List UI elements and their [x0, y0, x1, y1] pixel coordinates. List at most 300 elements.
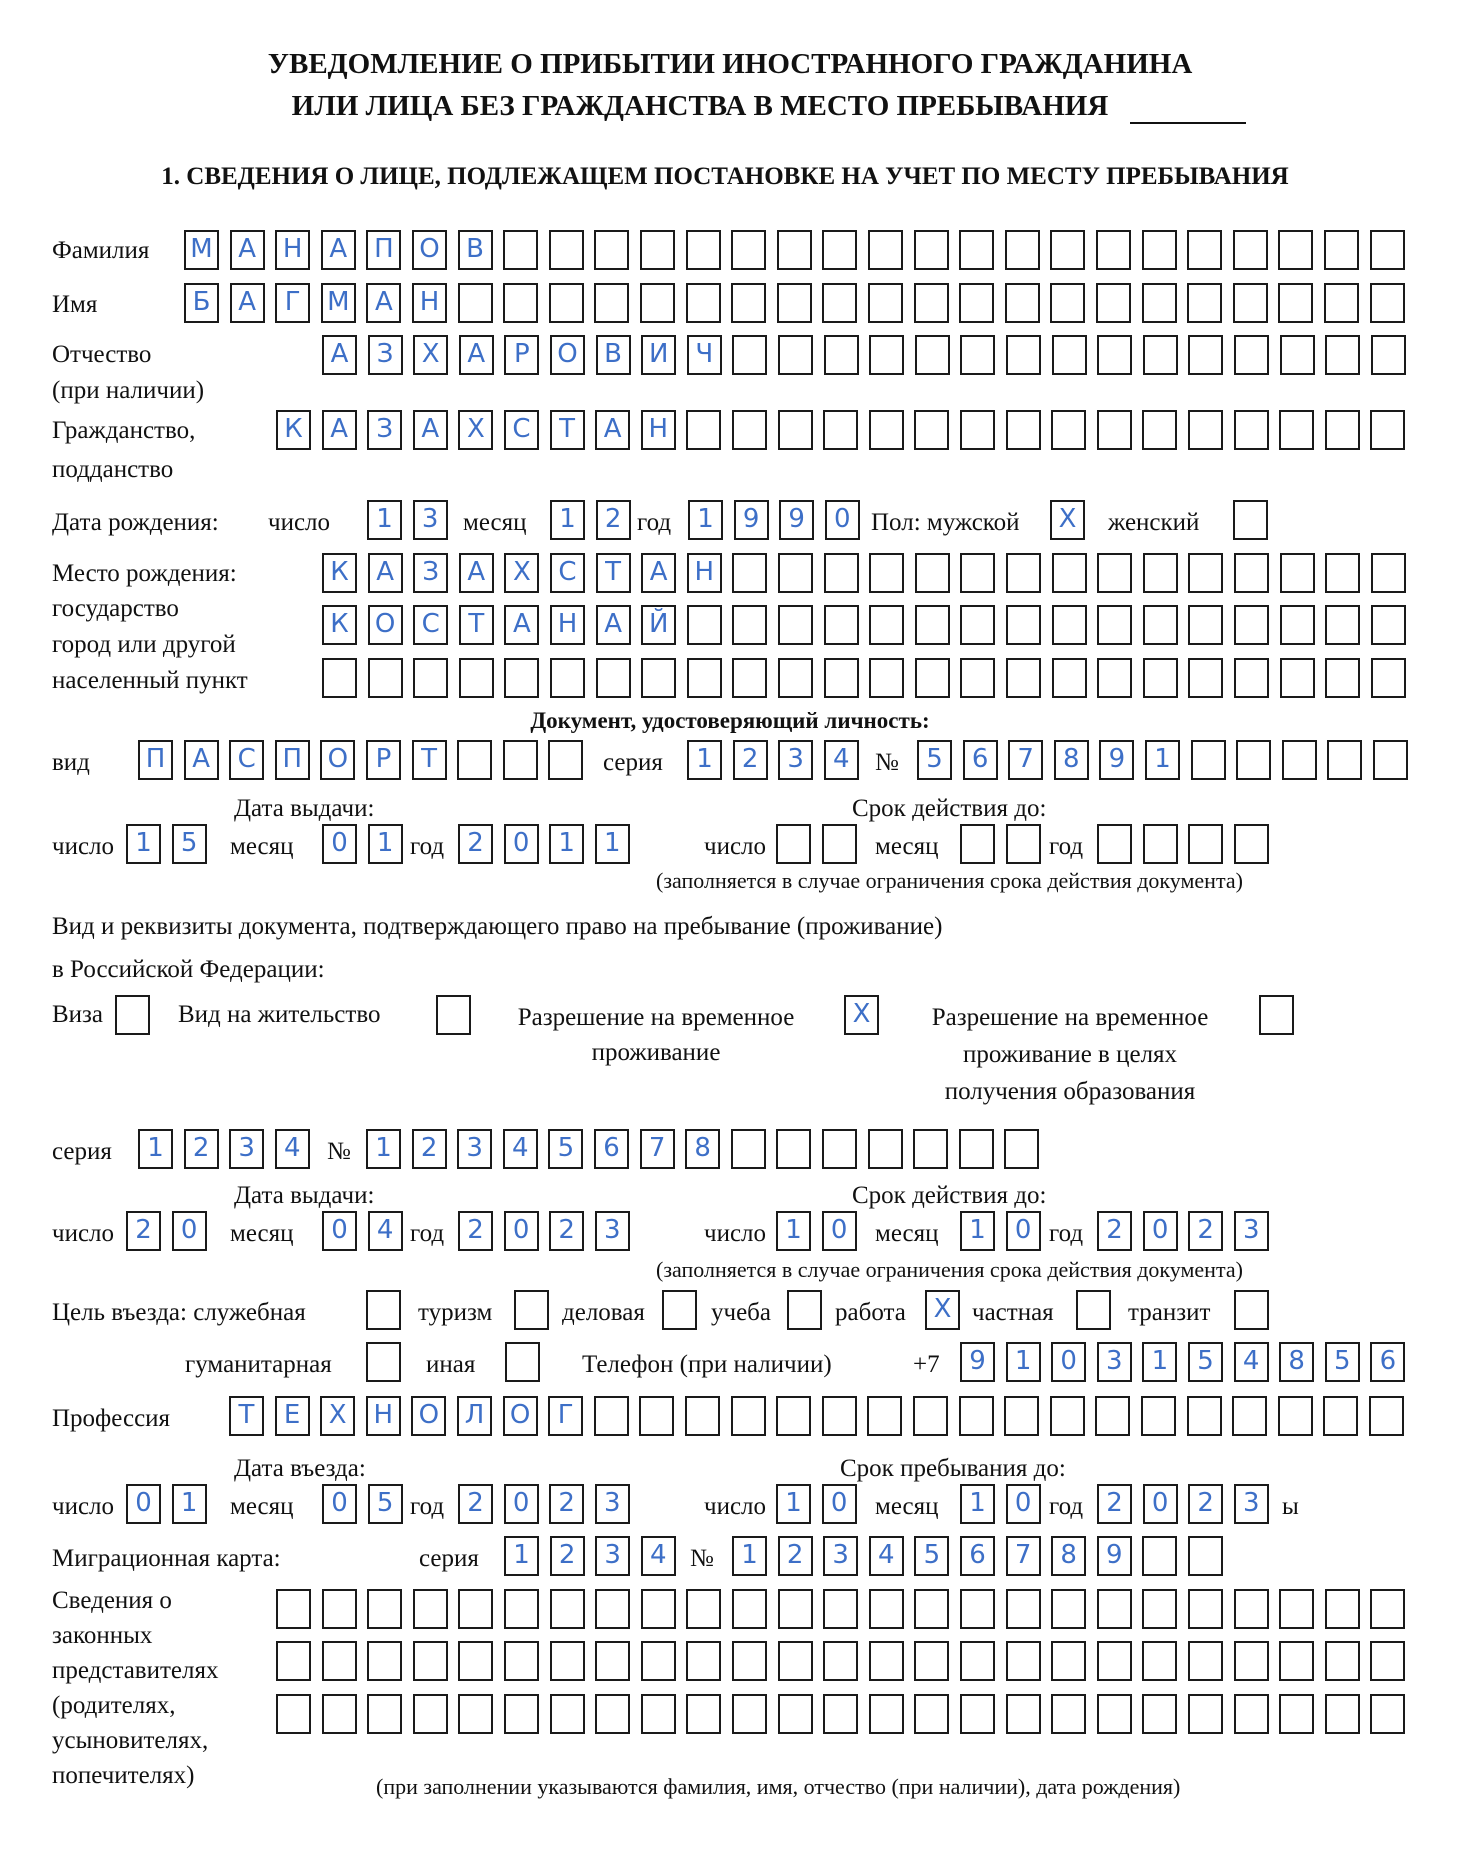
label-phone-prefix: +7: [913, 1351, 940, 1378]
label-visa: Виза: [52, 1001, 104, 1028]
char-cell: [1097, 1589, 1132, 1629]
label-purpose-private: частная: [972, 1299, 1054, 1326]
char-cell: [868, 230, 903, 270]
char-cell: [1236, 740, 1271, 780]
char-cell: 9: [779, 500, 814, 540]
form-title-line2: ИЛИ ЛИЦА БЕЗ ГРАЖДАНСТВА В МЕСТО ПРЕБЫВАНИЯ: [291, 90, 1109, 122]
char-cell: 5: [548, 1129, 583, 1169]
field-birth-state[interactable]: [322, 553, 1406, 593]
label-temp-edu-1: Разрешение на временное: [931, 1004, 1209, 1031]
form-title-line1: УВЕДОМЛЕНИЕ О ПРИБЫТИИ ИНОСТРАННОГО ГРАЖДАНИНА: [267, 48, 1193, 80]
char-cell: [1325, 1589, 1360, 1629]
char-cell: [1052, 553, 1087, 593]
char-cell: [1371, 605, 1406, 645]
char-cell: [1324, 283, 1359, 323]
char-cell: 0: [1143, 1211, 1178, 1251]
field-doc-valid-day[interactable]: [776, 824, 857, 864]
char-cell: 4: [503, 1129, 538, 1169]
char-cell: [1325, 553, 1360, 593]
checkbox-purpose-work[interactable]: [925, 1290, 960, 1330]
char-cell: [1006, 658, 1041, 698]
char-cell: [1188, 605, 1223, 645]
char-cell: П: [366, 230, 401, 270]
char-cell: [914, 410, 949, 450]
char-cell: [1278, 1396, 1313, 1436]
char-cell: Т: [550, 410, 585, 450]
char-cell: X: [925, 1290, 960, 1330]
char-cell: [1278, 230, 1313, 270]
field-entry-month[interactable]: [322, 1484, 403, 1524]
char-cell: Л: [457, 1396, 492, 1436]
char-cell: [594, 230, 629, 270]
char-cell: 0: [1006, 1211, 1041, 1251]
char-cell: [1097, 1694, 1132, 1734]
char-cell: [504, 1694, 539, 1734]
char-cell: З: [413, 553, 448, 593]
char-cell: [823, 1641, 858, 1681]
field-doc-valid-month[interactable]: [960, 824, 1041, 864]
char-cell: 7: [1006, 1536, 1041, 1576]
checkbox-purpose-other[interactable]: [505, 1342, 540, 1382]
char-cell: [550, 1641, 585, 1681]
char-cell: 2: [733, 740, 768, 780]
char-cell: Т: [412, 740, 447, 780]
label-stay-number: №: [327, 1138, 351, 1165]
char-cell: [548, 740, 583, 780]
char-cell: [731, 230, 766, 270]
field-legal-reps-2[interactable]: [276, 1641, 1405, 1681]
field-stay-until-year[interactable]: [1097, 1484, 1269, 1524]
char-cell: 1: [960, 1484, 995, 1524]
char-cell: [1234, 410, 1269, 450]
char-cell: [641, 1694, 676, 1734]
char-cell: [1005, 230, 1040, 270]
char-cell: 4: [869, 1536, 904, 1576]
char-cell: 2: [458, 824, 493, 864]
checkbox-purpose-private[interactable]: [1076, 1290, 1111, 1330]
checkbox-residence-permit[interactable]: [436, 995, 471, 1035]
char-cell: 1: [1006, 1342, 1041, 1382]
label-stay-doc-2: в Российской Федерации:: [52, 956, 325, 983]
char-cell: [1234, 1589, 1269, 1629]
char-cell: 0: [322, 1211, 357, 1251]
char-cell: П: [138, 740, 173, 780]
char-cell: [868, 1129, 903, 1169]
label-legal-reps-6: попечителях): [52, 1762, 195, 1789]
char-cell: [595, 1694, 630, 1734]
field-stay-issue-day[interactable]: [126, 1211, 207, 1251]
char-cell: 0: [822, 1484, 857, 1524]
char-cell: [1097, 335, 1132, 375]
checkbox-purpose-tourism[interactable]: [514, 1290, 549, 1330]
char-cell: [778, 335, 813, 375]
char-cell: 2: [778, 1536, 813, 1576]
checkbox-sex-female[interactable]: [1233, 500, 1268, 540]
label-purpose-humanitarian: гуманитарная: [185, 1351, 332, 1378]
label-doc-valid-year: год: [1049, 833, 1084, 860]
char-cell: [1142, 1641, 1177, 1681]
field-surname[interactable]: [184, 230, 1405, 270]
char-cell: 5: [1188, 1342, 1223, 1382]
field-stay-valid-month[interactable]: [960, 1211, 1041, 1251]
char-cell: 3: [1234, 1484, 1269, 1524]
char-cell: Н: [275, 230, 310, 270]
char-cell: 6: [1370, 1342, 1405, 1382]
label-stay-issue-month: месяц: [230, 1220, 294, 1247]
char-cell: [1188, 335, 1223, 375]
char-cell: 2: [1188, 1211, 1223, 1251]
char-cell: [732, 410, 767, 450]
char-cell: [115, 995, 150, 1035]
char-cell: [1234, 1290, 1269, 1330]
label-stay-suffix: ы: [1282, 1493, 1299, 1520]
char-cell: [1052, 335, 1087, 375]
char-cell: Р: [504, 335, 539, 375]
char-cell: С: [504, 410, 539, 450]
char-cell: [550, 1589, 585, 1629]
field-stay-issue-month[interactable]: [322, 1211, 403, 1251]
field-birth-city[interactable]: [322, 605, 1406, 645]
char-cell: [824, 658, 859, 698]
char-cell: [1371, 553, 1406, 593]
char-cell: [915, 605, 950, 645]
label-doc-valid-day: число: [704, 833, 767, 860]
char-cell: В: [458, 230, 493, 270]
char-cell: [1141, 1396, 1176, 1436]
char-cell: 5: [914, 1536, 949, 1576]
char-cell: [595, 1589, 630, 1629]
char-cell: [686, 410, 721, 450]
field-stay-series[interactable]: [138, 1129, 310, 1169]
char-cell: [822, 1129, 857, 1169]
field-stay-issue-year[interactable]: [458, 1211, 630, 1251]
char-cell: [366, 1342, 401, 1382]
char-cell: [413, 658, 448, 698]
char-cell: [822, 1396, 857, 1436]
field-doc-kind[interactable]: [138, 740, 583, 780]
char-cell: [1325, 1694, 1360, 1734]
char-cell: 3: [823, 1536, 858, 1576]
label-stay-until: Срок пребывания до:: [840, 1455, 1066, 1482]
char-cell: [1325, 410, 1360, 450]
field-legal-reps-3[interactable]: [276, 1694, 1405, 1734]
char-cell: [914, 1641, 949, 1681]
char-cell: [594, 1396, 629, 1436]
char-cell: [959, 1396, 994, 1436]
char-cell: Н: [550, 605, 585, 645]
field-mig-series[interactable]: [504, 1536, 676, 1576]
char-cell: 4: [641, 1536, 676, 1576]
label-birth-place: Место рождения:: [52, 560, 237, 587]
char-cell: 1: [776, 1211, 811, 1251]
label-doc-kind: вид: [52, 749, 90, 776]
char-cell: 4: [275, 1129, 310, 1169]
char-cell: [662, 1290, 697, 1330]
char-cell: [1234, 553, 1269, 593]
char-cell: К: [322, 605, 357, 645]
char-cell: [1233, 500, 1268, 540]
field-doc-issue-day[interactable]: [126, 824, 207, 864]
char-cell: 2: [550, 1536, 585, 1576]
char-cell: [731, 1396, 766, 1436]
field-birth-settlement[interactable]: [322, 658, 1406, 698]
char-cell: [596, 658, 631, 698]
field-profession[interactable]: [229, 1396, 1404, 1436]
field-birth-day[interactable]: [367, 500, 448, 540]
checkbox-purpose-transit[interactable]: [1234, 1290, 1269, 1330]
char-cell: [549, 283, 584, 323]
label-doc-valid-month: месяц: [875, 833, 939, 860]
checkbox-purpose-humanitarian[interactable]: [366, 1342, 401, 1382]
section-1-heading: 1. СВЕДЕНИЯ О ЛИЦЕ, ПОДЛЕЖАЩЕМ ПОСТАНОВКЕ НА УЧЕТ ПО МЕСТУ ПРЕБЫВАНИЯ: [161, 163, 1289, 190]
char-cell: [322, 658, 357, 698]
char-cell: [368, 658, 403, 698]
field-stay-number[interactable]: [366, 1129, 1039, 1169]
char-cell: [1097, 553, 1132, 593]
char-cell: [436, 995, 471, 1035]
char-cell: [641, 658, 676, 698]
checkbox-visa[interactable]: [115, 995, 150, 1035]
char-cell: [777, 283, 812, 323]
label-doc-issue-year: год: [410, 833, 445, 860]
field-stay-until-month[interactable]: [960, 1484, 1041, 1524]
field-stay-valid-day[interactable]: [776, 1211, 857, 1251]
char-cell: 0: [1143, 1484, 1178, 1524]
char-cell: [1051, 410, 1086, 450]
char-cell: [276, 1641, 311, 1681]
label-patronymic: Отчество: [52, 341, 152, 368]
char-cell: В: [596, 335, 631, 375]
char-cell: [1234, 824, 1269, 864]
char-cell: Х: [320, 1396, 355, 1436]
char-cell: Н: [366, 1396, 401, 1436]
char-cell: [1143, 824, 1178, 864]
field-stay-valid-year[interactable]: [1097, 1211, 1269, 1251]
field-stay-until-day[interactable]: [776, 1484, 857, 1524]
field-doc-number[interactable]: [917, 740, 1408, 780]
label-purpose: Цель въезда: служебная: [52, 1299, 306, 1326]
char-cell: 0: [825, 500, 860, 540]
char-cell: [1370, 230, 1405, 270]
char-cell: [1142, 410, 1177, 450]
field-patronymic[interactable]: [322, 335, 1406, 375]
label-doc-issue-day: число: [52, 833, 115, 860]
field-birth-year[interactable]: [688, 500, 860, 540]
label-stay-limit-note: (заполняется в случае ограничения срока действия документа): [656, 1257, 1243, 1282]
char-cell: 9: [960, 1342, 995, 1382]
char-cell: [640, 283, 675, 323]
char-cell: [1370, 1694, 1405, 1734]
char-cell: [823, 1589, 858, 1629]
char-cell: [1188, 1694, 1223, 1734]
char-cell: О: [320, 740, 355, 780]
char-cell: [776, 1396, 811, 1436]
char-cell: [1279, 410, 1314, 450]
char-cell: [685, 1396, 720, 1436]
char-cell: [778, 1694, 813, 1734]
char-cell: 1: [126, 824, 161, 864]
char-cell: [504, 1589, 539, 1629]
field-mig-number[interactable]: [732, 1536, 1223, 1576]
char-cell: [1325, 1641, 1360, 1681]
char-cell: X: [844, 995, 879, 1035]
char-cell: [732, 335, 767, 375]
char-cell: [686, 1641, 721, 1681]
label-mig-series: серия: [419, 1545, 479, 1572]
label-legal-reps-4: (родителях,: [52, 1692, 176, 1719]
label-birth-month: месяц: [463, 509, 527, 536]
char-cell: [1143, 658, 1178, 698]
char-cell: А: [184, 740, 219, 780]
char-cell: [1004, 1129, 1039, 1169]
char-cell: С: [413, 605, 448, 645]
char-cell: 1: [776, 1484, 811, 1524]
char-cell: [1187, 230, 1222, 270]
label-doc-number: №: [875, 749, 899, 776]
char-cell: А: [230, 283, 265, 323]
field-doc-issue-year[interactable]: [458, 824, 630, 864]
char-cell: [459, 658, 494, 698]
char-cell: А: [322, 335, 357, 375]
field-doc-valid-year[interactable]: [1097, 824, 1269, 864]
label-residence-permit: Вид на жительство: [178, 1001, 381, 1028]
char-cell: [960, 658, 995, 698]
char-cell: [960, 1589, 995, 1629]
label-citizenship-2: подданство: [52, 456, 174, 483]
char-cell: [822, 283, 857, 323]
char-cell: [1188, 1536, 1223, 1576]
char-cell: О: [411, 1396, 446, 1436]
char-cell: М: [184, 230, 219, 270]
char-cell: [914, 1694, 949, 1734]
char-cell: Н: [687, 553, 722, 593]
char-cell: [1051, 1694, 1086, 1734]
field-entry-day[interactable]: [126, 1484, 207, 1524]
char-cell: [960, 824, 995, 864]
char-cell: [1188, 824, 1223, 864]
char-cell: [1076, 1290, 1111, 1330]
char-cell: [1325, 605, 1360, 645]
char-cell: 2: [549, 1484, 584, 1524]
field-name[interactable]: [184, 283, 1405, 323]
label-stay-issue-year: год: [410, 1220, 445, 1247]
char-cell: [1096, 283, 1131, 323]
char-cell: [732, 1589, 767, 1629]
char-cell: [914, 283, 949, 323]
field-entry-year[interactable]: [458, 1484, 630, 1524]
char-cell: 1: [1145, 740, 1180, 780]
char-cell: 1: [366, 1129, 401, 1169]
char-cell: 2: [184, 1129, 219, 1169]
char-cell: Б: [184, 283, 219, 323]
char-cell: [1004, 1396, 1039, 1436]
char-cell: [550, 658, 585, 698]
label-citizenship: Гражданство,: [52, 417, 196, 444]
char-cell: А: [504, 605, 539, 645]
char-cell: [732, 1694, 767, 1734]
char-cell: 1: [138, 1129, 173, 1169]
char-cell: 8: [1051, 1536, 1086, 1576]
label-stay-series: серия: [52, 1138, 112, 1165]
char-cell: [276, 1694, 311, 1734]
char-cell: 0: [504, 1484, 539, 1524]
char-cell: [1006, 1641, 1041, 1681]
label-patronymic-note: (при наличии): [52, 377, 205, 404]
checkbox-purpose-business[interactable]: [662, 1290, 697, 1330]
char-cell: 3: [229, 1129, 264, 1169]
checkbox-purpose-official[interactable]: [366, 1290, 401, 1330]
char-cell: [1323, 1396, 1358, 1436]
char-cell: [1234, 605, 1269, 645]
char-cell: 1: [550, 500, 585, 540]
char-cell: [1052, 605, 1087, 645]
char-cell: А: [459, 553, 494, 593]
label-legal-reps-note: (при заполнении указываются фамилия, имя, отчество (при наличии), дата рождения): [376, 1774, 1181, 1799]
char-cell: [776, 824, 811, 864]
label-profession: Профессия: [52, 1405, 171, 1432]
char-cell: [503, 230, 538, 270]
field-doc-issue-month[interactable]: [322, 824, 403, 864]
char-cell: [1097, 658, 1132, 698]
char-cell: 2: [458, 1484, 493, 1524]
title-blank-line[interactable]: [1130, 122, 1246, 124]
char-cell: 1: [732, 1536, 767, 1576]
char-cell: [732, 605, 767, 645]
char-cell: 3: [457, 1129, 492, 1169]
field-phone[interactable]: [960, 1342, 1405, 1382]
char-cell: 8: [685, 1129, 720, 1169]
char-cell: [366, 1290, 401, 1330]
char-cell: 2: [458, 1211, 493, 1251]
char-cell: О: [503, 1396, 538, 1436]
field-doc-series[interactable]: [687, 740, 859, 780]
label-stay-doc-1: Вид и реквизиты документа, подтверждающего право на пребывание (проживание): [52, 913, 943, 940]
field-birth-month[interactable]: [550, 500, 631, 540]
char-cell: [823, 410, 858, 450]
checkbox-temp-edu[interactable]: [1259, 995, 1294, 1035]
char-cell: 5: [1325, 1342, 1360, 1382]
label-entry-year: год: [410, 1493, 445, 1520]
char-cell: [778, 605, 813, 645]
char-cell: [1233, 230, 1268, 270]
char-cell: О: [550, 335, 585, 375]
field-legal-reps-1[interactable]: [276, 1589, 1405, 1629]
field-citizenship[interactable]: [276, 410, 1405, 450]
char-cell: [1369, 1396, 1404, 1436]
label-legal-reps-1: Сведения о: [52, 1587, 172, 1614]
checkbox-sex-male[interactable]: [1050, 500, 1085, 540]
char-cell: [914, 1589, 949, 1629]
char-cell: [1191, 740, 1226, 780]
char-cell: 9: [734, 500, 769, 540]
checkbox-purpose-study[interactable]: [787, 1290, 822, 1330]
char-cell: Х: [413, 335, 448, 375]
char-cell: Н: [412, 283, 447, 323]
char-cell: [458, 1589, 493, 1629]
char-cell: [1050, 1396, 1085, 1436]
checkbox-temp-residence[interactable]: [844, 995, 879, 1035]
label-stay-issue-date: Дата выдачи:: [234, 1182, 375, 1209]
char-cell: [822, 230, 857, 270]
char-cell: К: [322, 553, 357, 593]
char-cell: 3: [595, 1536, 630, 1576]
label-birth-year: год: [637, 509, 672, 536]
char-cell: [1143, 335, 1178, 375]
char-cell: [913, 1396, 948, 1436]
char-cell: [913, 1129, 948, 1169]
char-cell: [641, 1589, 676, 1629]
char-cell: [1279, 1641, 1314, 1681]
